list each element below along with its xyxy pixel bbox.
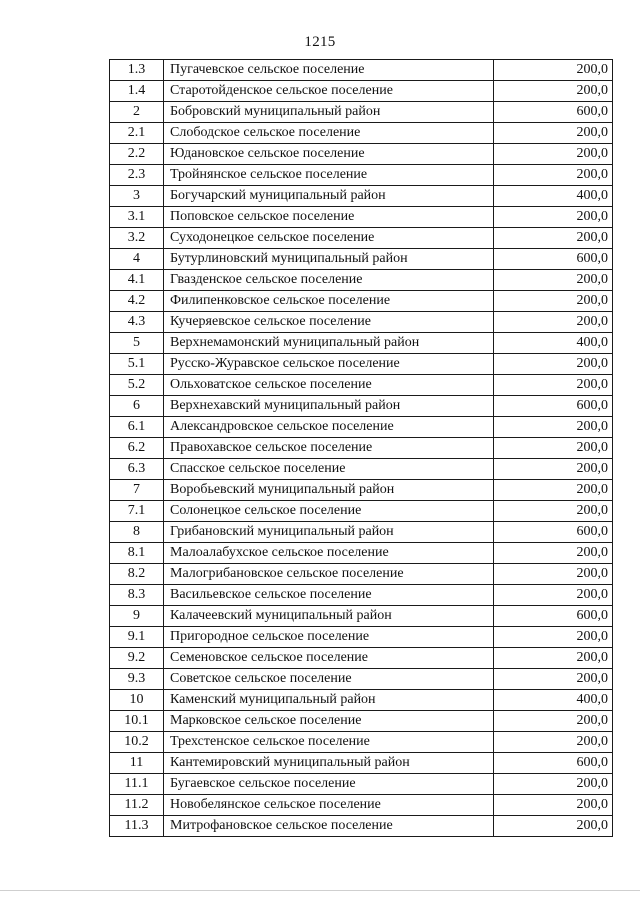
row-number-cell: 1.3 [110, 60, 164, 81]
row-number-cell: 8 [110, 522, 164, 543]
row-number-cell: 11.1 [110, 774, 164, 795]
row-number-cell: 8.3 [110, 585, 164, 606]
row-number-cell: 3.2 [110, 228, 164, 249]
municipality-name-cell: Кучеряевское сельское поселение [164, 312, 494, 333]
amount-cell: 400,0 [494, 690, 613, 711]
amount-cell: 200,0 [494, 480, 613, 501]
table-row [110, 102, 613, 123]
municipality-name-cell: Богучарский муниципальный район [164, 186, 494, 207]
table-row [110, 396, 613, 417]
amount-cell: 200,0 [494, 375, 613, 396]
amount-cell: 200,0 [494, 354, 613, 375]
row-number-cell: 6.1 [110, 417, 164, 438]
table-row [110, 375, 613, 396]
table-row [110, 816, 613, 837]
table-row [110, 249, 613, 270]
municipality-name-cell: Бобровский муниципальный район [164, 102, 494, 123]
amount-cell: 200,0 [494, 291, 613, 312]
row-number-cell: 4.2 [110, 291, 164, 312]
table-row [110, 186, 613, 207]
table-row [110, 333, 613, 354]
amount-cell: 600,0 [494, 102, 613, 123]
table-row [110, 564, 613, 585]
table-row [110, 669, 613, 690]
table-row [110, 543, 613, 564]
amount-cell: 200,0 [494, 774, 613, 795]
table-row [110, 165, 613, 186]
table-row [110, 144, 613, 165]
amount-cell: 200,0 [494, 438, 613, 459]
amount-cell: 200,0 [494, 228, 613, 249]
row-number-cell: 2.1 [110, 123, 164, 144]
amount-cell: 200,0 [494, 648, 613, 669]
municipality-name-cell: Бутурлиновский муниципальный район [164, 249, 494, 270]
table-row [110, 774, 613, 795]
row-number-cell: 4.3 [110, 312, 164, 333]
amount-cell: 200,0 [494, 312, 613, 333]
municipality-name-cell: Малогрибановское сельское поселение [164, 564, 494, 585]
amount-cell: 200,0 [494, 669, 613, 690]
municipality-name-cell: Гвазденское сельское поселение [164, 270, 494, 291]
table-row [110, 480, 613, 501]
municipality-name-cell: Поповское сельское поселение [164, 207, 494, 228]
amount-cell: 200,0 [494, 732, 613, 753]
amount-cell: 200,0 [494, 60, 613, 81]
table-row [110, 417, 613, 438]
amount-cell: 200,0 [494, 627, 613, 648]
row-number-cell: 3.1 [110, 207, 164, 228]
row-number-cell: 9 [110, 606, 164, 627]
table-row [110, 627, 613, 648]
table-row [110, 501, 613, 522]
table-row [110, 795, 613, 816]
municipality-name-cell: Суходонецкое сельское поселение [164, 228, 494, 249]
row-number-cell: 9.3 [110, 669, 164, 690]
table-row [110, 606, 613, 627]
table-row [110, 123, 613, 144]
amount-cell: 200,0 [494, 144, 613, 165]
amount-cell: 200,0 [494, 711, 613, 732]
amount-cell: 200,0 [494, 270, 613, 291]
amount-cell: 200,0 [494, 501, 613, 522]
table-body [110, 60, 613, 837]
row-number-cell: 2.2 [110, 144, 164, 165]
amount-cell: 600,0 [494, 249, 613, 270]
municipality-name-cell: Правохавское сельское поселение [164, 438, 494, 459]
municipality-name-cell: Кантемировский муниципальный район [164, 753, 494, 774]
row-number-cell: 1.4 [110, 81, 164, 102]
row-number-cell: 10 [110, 690, 164, 711]
amount-cell: 200,0 [494, 816, 613, 837]
municipality-name-cell: Малоалабухское сельское поселение [164, 543, 494, 564]
municipality-name-cell: Александровское сельское поселение [164, 417, 494, 438]
row-number-cell: 5.2 [110, 375, 164, 396]
table-row [110, 354, 613, 375]
municipality-name-cell: Каменский муниципальный район [164, 690, 494, 711]
row-number-cell: 2 [110, 102, 164, 123]
table-row [110, 711, 613, 732]
amount-cell: 200,0 [494, 543, 613, 564]
amount-cell: 200,0 [494, 417, 613, 438]
amount-cell: 200,0 [494, 123, 613, 144]
municipality-name-cell: Грибановский муниципальный район [164, 522, 494, 543]
allocation-table [109, 59, 613, 837]
municipality-name-cell: Митрофановское сельское поселение [164, 816, 494, 837]
amount-cell: 600,0 [494, 396, 613, 417]
municipality-name-cell: Воробьевский муниципальный район [164, 480, 494, 501]
table-row [110, 585, 613, 606]
municipality-name-cell: Солонецкое сельское поселение [164, 501, 494, 522]
municipality-name-cell: Калачеевский муниципальный район [164, 606, 494, 627]
table-row [110, 207, 613, 228]
table-row [110, 753, 613, 774]
municipality-name-cell: Пригородное сельское поселение [164, 627, 494, 648]
municipality-name-cell: Пугачевское сельское поселение [164, 60, 494, 81]
amount-cell: 200,0 [494, 585, 613, 606]
amount-cell: 600,0 [494, 522, 613, 543]
amount-cell: 200,0 [494, 795, 613, 816]
row-number-cell: 5 [110, 333, 164, 354]
amount-cell: 200,0 [494, 81, 613, 102]
row-number-cell: 4 [110, 249, 164, 270]
table-row [110, 60, 613, 81]
row-number-cell: 6 [110, 396, 164, 417]
table-row [110, 648, 613, 669]
row-number-cell: 5.1 [110, 354, 164, 375]
municipality-name-cell: Трехстенское сельское поселение [164, 732, 494, 753]
row-number-cell: 7.1 [110, 501, 164, 522]
amount-cell: 200,0 [494, 207, 613, 228]
amount-cell: 200,0 [494, 459, 613, 480]
amount-cell: 200,0 [494, 165, 613, 186]
municipality-name-cell: Спасское сельское поселение [164, 459, 494, 480]
municipality-name-cell: Верхнехавский муниципальный район [164, 396, 494, 417]
row-number-cell: 9.1 [110, 627, 164, 648]
row-number-cell: 8.2 [110, 564, 164, 585]
amount-cell: 600,0 [494, 753, 613, 774]
row-number-cell: 4.1 [110, 270, 164, 291]
municipality-name-cell: Старотойденское сельское поселение [164, 81, 494, 102]
municipality-name-cell: Филипенковское сельское поселение [164, 291, 494, 312]
municipality-name-cell: Русско-Журавское сельское поселение [164, 354, 494, 375]
municipality-name-cell: Новобелянское сельское поселение [164, 795, 494, 816]
municipality-name-cell: Марковское сельское поселение [164, 711, 494, 732]
page-number: 1215 [304, 34, 336, 50]
table-row [110, 228, 613, 249]
table-row [110, 732, 613, 753]
row-number-cell: 11.3 [110, 816, 164, 837]
municipality-name-cell: Советское сельское поселение [164, 669, 494, 690]
row-number-cell: 10.1 [110, 711, 164, 732]
municipality-name-cell: Ольховатское сельское поселение [164, 375, 494, 396]
table-row [110, 291, 613, 312]
table-row [110, 522, 613, 543]
row-number-cell: 9.2 [110, 648, 164, 669]
table-row [110, 81, 613, 102]
table-row [110, 690, 613, 711]
row-number-cell: 6.3 [110, 459, 164, 480]
row-number-cell: 7 [110, 480, 164, 501]
row-number-cell: 10.2 [110, 732, 164, 753]
amount-cell: 400,0 [494, 333, 613, 354]
row-number-cell: 11 [110, 753, 164, 774]
row-number-cell: 8.1 [110, 543, 164, 564]
page-bottom-rule [0, 890, 640, 891]
row-number-cell: 6.2 [110, 438, 164, 459]
row-number-cell: 2.3 [110, 165, 164, 186]
municipality-name-cell: Васильевское сельское поселение [164, 585, 494, 606]
amount-cell: 600,0 [494, 606, 613, 627]
municipality-name-cell: Тройнянское сельское поселение [164, 165, 494, 186]
table-row [110, 312, 613, 333]
row-number-cell: 11.2 [110, 795, 164, 816]
table-row [110, 438, 613, 459]
table-row [110, 270, 613, 291]
municipality-name-cell: Слободское сельское поселение [164, 123, 494, 144]
table-row [110, 459, 613, 480]
amount-cell: 200,0 [494, 564, 613, 585]
municipality-name-cell: Юдановское сельское поселение [164, 144, 494, 165]
municipality-name-cell: Верхнемамонский муниципальный район [164, 333, 494, 354]
row-number-cell: 3 [110, 186, 164, 207]
municipality-name-cell: Бугаевское сельское поселение [164, 774, 494, 795]
amount-cell: 400,0 [494, 186, 613, 207]
municipality-name-cell: Семеновское сельское поселение [164, 648, 494, 669]
